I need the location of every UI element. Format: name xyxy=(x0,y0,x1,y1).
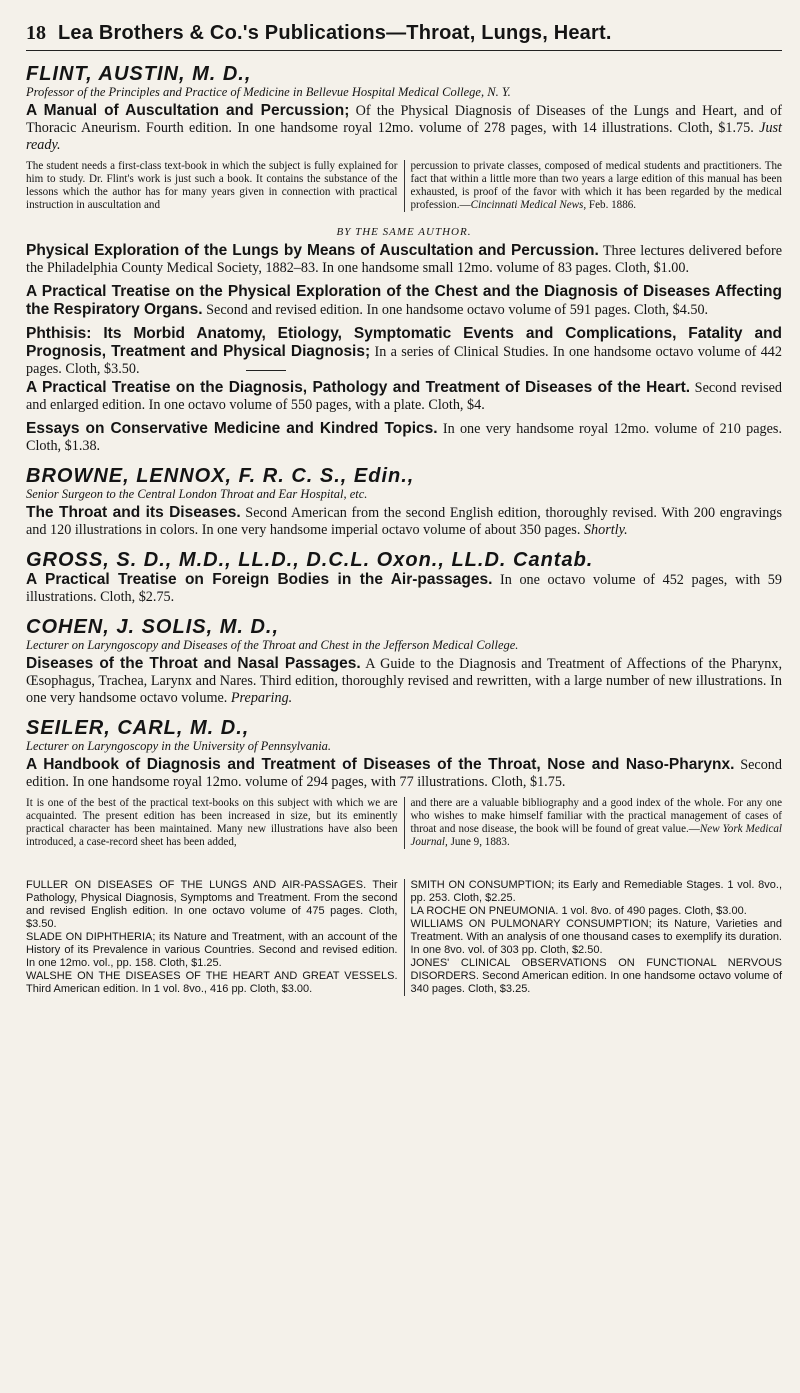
book-title: Phthisis: Its Morbid Anatomy, Etiology, Symptomatic Events and Complications, Fatality and Prognosis, Treatment and Physical Diagnosis; xyxy=(26,325,782,360)
book-description: In one very handsome royal 12mo. volume of 210 pages. Cloth, $1.38. xyxy=(26,421,783,454)
section-seiler xyxy=(26,717,782,849)
section-same-author xyxy=(26,226,782,455)
footer-listings xyxy=(26,879,782,996)
listing-item: JONES' CLINICAL OBSERVATIONS ON FUNCTIONAL NERVOUS DISORDERS. Second American edition. In one handsome octavo volume of 340 pages. Cloth, $3.25. xyxy=(410,957,782,995)
book-title: Diseases of the Throat and Nasal Passages. xyxy=(26,655,361,672)
press-review xyxy=(26,797,782,849)
book-entry xyxy=(26,283,782,319)
book-description: A Guide to the Diagnosis and Treatment of Affections of the Pharynx, Œsophagus, Trachea, Larynx and Nares. Third edition, thoroughly revised and rewritten, with a large number of new illustrations. In one very handsome octavo volume. xyxy=(26,656,782,706)
book-entry xyxy=(26,655,782,707)
page-number: 18 xyxy=(26,22,46,44)
section-flint xyxy=(26,63,782,212)
book-title: Essays on Conservative Medicine and Kindred Topics. xyxy=(26,420,438,437)
divider-rule xyxy=(246,370,286,371)
listing-item: SLADE ON DIPHTHERIA; its Nature and Treatment, with an account of the History of its Prevalence in various Countries. Second and revised edition. In one 12mo. vol., pp. 158. Cloth, $1.25. xyxy=(26,931,398,969)
book-entry xyxy=(26,504,782,539)
book-entry xyxy=(26,420,782,455)
review-right-column xyxy=(405,797,783,849)
author-name: COHEN, J. SOLIS, M. D., xyxy=(26,616,280,638)
book-description: In a series of Clinical Studies. In one handsome octavo volume of 442 pages. Cloth, $3.50. xyxy=(26,344,782,377)
review-right-column xyxy=(405,160,783,212)
press-review xyxy=(26,160,782,212)
listing-item: WILLIAMS ON PULMONARY CONSUMPTION; its Nature, Varieties and Treatment. With an analysis of one thousand cases to exemplify its duration. In one 8vo. vol. of 303 pp. Cloth, $2.50. xyxy=(410,918,782,956)
book-description: Second American from the second English edition, thoroughly revised. With 200 engravings and 120 illustrations in colors. In one very handsome imperial octavo volume of about 350 pages. xyxy=(26,505,782,538)
book-title: A Handbook of Diagnosis and Treatment of Diseases of the Throat, Nose and Naso-Pharynx. xyxy=(26,756,735,773)
book-title: The Throat and its Diseases. xyxy=(26,504,241,521)
listing-item: WALSHE ON THE DISEASES OF THE HEART AND GREAT VESSELS. Third American edition. In 1 vol. 8vo., 416 pp. Cloth, $3.00. xyxy=(26,970,398,995)
section-cohen xyxy=(26,616,782,707)
book-description: Of the Physical Diagnosis of Diseases of the Lungs and Heart, and of Thoracic Aneurism. Fourth edition. In one handsome royal 12mo. volume of 278 pages, with 14 illustrations. Cloth, $1.75. xyxy=(26,103,782,136)
book-entry xyxy=(26,242,782,277)
byline: BY THE SAME AUTHOR. xyxy=(336,226,472,238)
review-date: Feb. 1886. xyxy=(586,199,637,211)
book-entry xyxy=(26,756,782,791)
author-name: FLINT, AUSTIN, M. D., xyxy=(26,63,252,85)
availability-note: Shortly. xyxy=(583,522,628,538)
section-gross xyxy=(26,549,782,606)
book-title: A Manual of Auscultation and Percussion; xyxy=(26,102,350,119)
running-title: Lea Brothers & Co.'s Publications—Throat, Lungs, Heart. xyxy=(58,22,612,44)
catalog-page xyxy=(26,22,782,996)
author-name: GROSS, S. D., M.D., LL.D., D.C.L. Oxon., LL.D. Cantab. xyxy=(26,549,594,571)
book-entry xyxy=(26,102,782,154)
listing-item: SMITH ON CONSUMPTION; its Early and Remediable Stages. 1 vol. 8vo., pp. 253. Cloth, $2.25. xyxy=(410,879,782,904)
author-title: Senior Surgeon to the Central London Throat and Ear Hospital, etc. xyxy=(26,487,368,501)
book-title: Physical Exploration of the Lungs by Means of Auscultation and Percussion. xyxy=(26,242,599,259)
book-description: In one octavo volume of 452 pages, with 59 illustrations. Cloth, $2.75. xyxy=(26,572,782,605)
page-header xyxy=(26,22,782,51)
book-title: A Practical Treatise on the Diagnosis, Pathology and Treatment of Diseases of the Heart. xyxy=(26,379,691,396)
book-description: Second revised and enlarged edition. In one octavo volume of 550 pages, with a plate. Cloth, $4. xyxy=(26,380,782,413)
availability-note: Just ready. xyxy=(26,120,782,153)
book-entry xyxy=(26,571,782,606)
review-text: percussion to private classes, composed of medical students and practitioners. The fact that within a little more than two years a large edition of this manual has been exhausted, is proof of the favor with which it has been regarded by the medical profession.— xyxy=(410,160,782,211)
author-title: Lecturer on Laryngoscopy in the University of Pennsylvania. xyxy=(26,739,332,753)
book-description: Second and revised edition. In one handsome octavo volume of 591 pages. Cloth, $4.50. xyxy=(202,302,709,318)
book-title: A Practical Treatise on the Physical Exploration of the Chest and the Diagnosis of Diseases Affecting the Respiratory Organs. xyxy=(26,283,782,318)
author-name: SEILER, CARL, M. D., xyxy=(26,717,250,739)
review-left-column: It is one of the best of the practical text-books on this subject with which we are acquainted. The present edition has been increased in size, but its eminently practical character has been maintained. Many new illustrations have also been introduced, a case-record sheet has been added, xyxy=(26,797,405,849)
footer-right-column xyxy=(405,879,783,996)
book-description: Second edition. In one handsome royal 12mo. volume of 294 pages, with 77 illustrations. Cloth, $1.75. xyxy=(26,757,782,790)
review-left-column: The student needs a first-class text-book in which the subject is fully explained for him to study. Dr. Flint's work is just such a book. It contains the substance of the lessons which the author has for many years given in connection with practical instruction in auscultation and xyxy=(26,160,405,212)
availability-note: Preparing. xyxy=(230,690,293,706)
review-text: and there are a valuable bibliography and a good index of the whole. For any one who wishes to make himself familiar with the practical management of cases of throat and nose disease, the book will be found of great value.— xyxy=(410,797,782,835)
book-entry xyxy=(26,325,782,378)
book-entry xyxy=(26,379,782,414)
footer-left-column xyxy=(26,879,405,996)
author-title: Lecturer on Laryngoscopy and Diseases of the Throat and Chest in the Jefferson Medical College. xyxy=(26,638,519,652)
review-date: June 9, 1883. xyxy=(447,836,510,848)
book-title: A Practical Treatise on Foreign Bodies in the Air-passages. xyxy=(26,571,493,588)
book-description: Three lectures delivered before the Philadelphia County Medical Society, 1882–83. In one handsome small 12mo. volume of 83 pages. Cloth, $1.00. xyxy=(26,243,783,276)
author-name: BROWNE, LENNOX, F. R. C. S., Edin., xyxy=(26,465,415,487)
author-title: Professor of the Principles and Practice of Medicine in Bellevue Hospital Medical College, N. Y. xyxy=(26,85,511,99)
review-source: Cincinnati Medical News, xyxy=(470,199,587,211)
section-browne xyxy=(26,465,782,539)
review-source: New York Medical Journal, xyxy=(410,823,783,848)
listing-item: LA ROCHE ON PNEUMONIA. 1 vol. 8vo. of 490 pages. Cloth, $3.00. xyxy=(410,905,747,917)
listing-item: FULLER ON DISEASES OF THE LUNGS AND AIR-PASSAGES. Their Pathology, Physical Diagnosis, Symptoms and Treatment. From the second and revised English edition. In one octavo volume of 475 pages. Cloth, $3.50. xyxy=(26,879,398,930)
